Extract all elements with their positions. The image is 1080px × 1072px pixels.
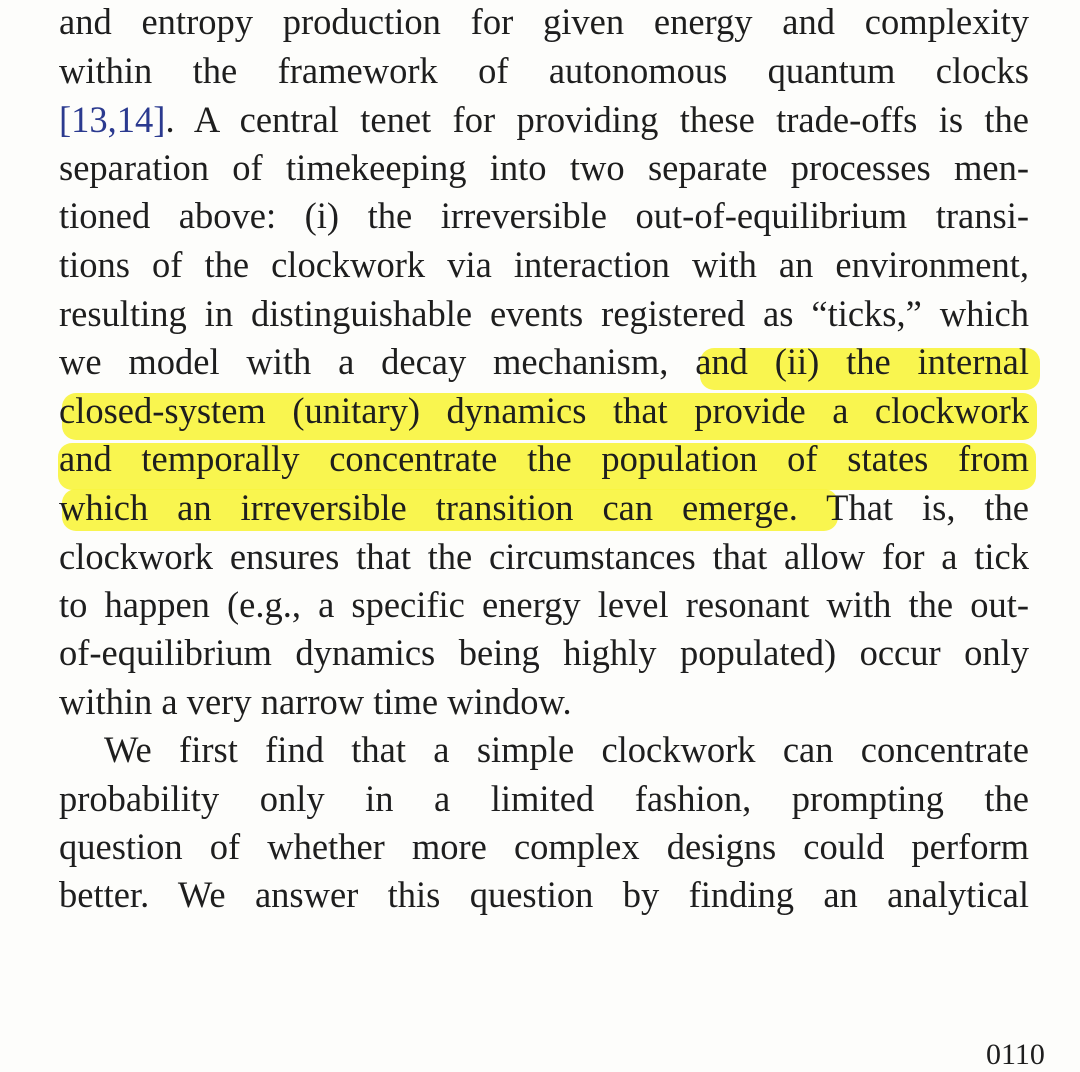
text-line-2: within the framework of autonomous quantum clocks [59,50,1029,91]
text-line-13: to happen (e.g., a specific energy level resonant with the out- [59,584,1029,625]
paragraph2-line-2: probability only in a limited fashion, prompting the [59,778,1029,819]
text-line-1: and entropy production for given energy and complexity [59,1,1029,42]
paragraph2-line-4: better. We answer this question by finding an analytical [59,874,1029,915]
citation-link[interactable]: [13,14] [59,99,166,140]
text-line-12: clockwork ensures that the circumstances that allow for a tick [59,536,1029,577]
text-line-5: tioned above: (i) the irreversible out-of-equilibrium transi- [59,195,1029,236]
text-line-10: and temporally concentrate the population of states from [59,438,1029,479]
text-line-3-rest: . A central tenet for providing these trade-offs is the [165,99,1029,140]
text-line-14: of-equilibrium dynamics being highly populated) occur only [59,632,1029,673]
text-line-11: which an irreversible transition can emerge. That is, the [59,487,1029,528]
paragraph2-line-3: question of whether more complex designs could perform [59,826,1029,867]
text-line-6: tions of the clockwork via interaction with an environment, [59,244,1029,285]
text-line-9: closed-system (unitary) dynamics that provide a clockwork [59,390,1029,431]
text-line-3 [59,96,1029,145]
text-line-4: separation of timekeeping into two separate processes men- [59,147,1029,188]
text-line-15: within a very narrow time window. [59,681,572,722]
paragraph2-line-1: We first find that a simple clockwork can concentrate [104,729,1029,770]
page-number: 0110 [986,1038,1045,1071]
text-line-7: resulting in distinguishable events registered as “ticks,” which [59,293,1029,334]
text-line-8: we model with a decay mechanism, and (ii) the internal [59,341,1029,382]
